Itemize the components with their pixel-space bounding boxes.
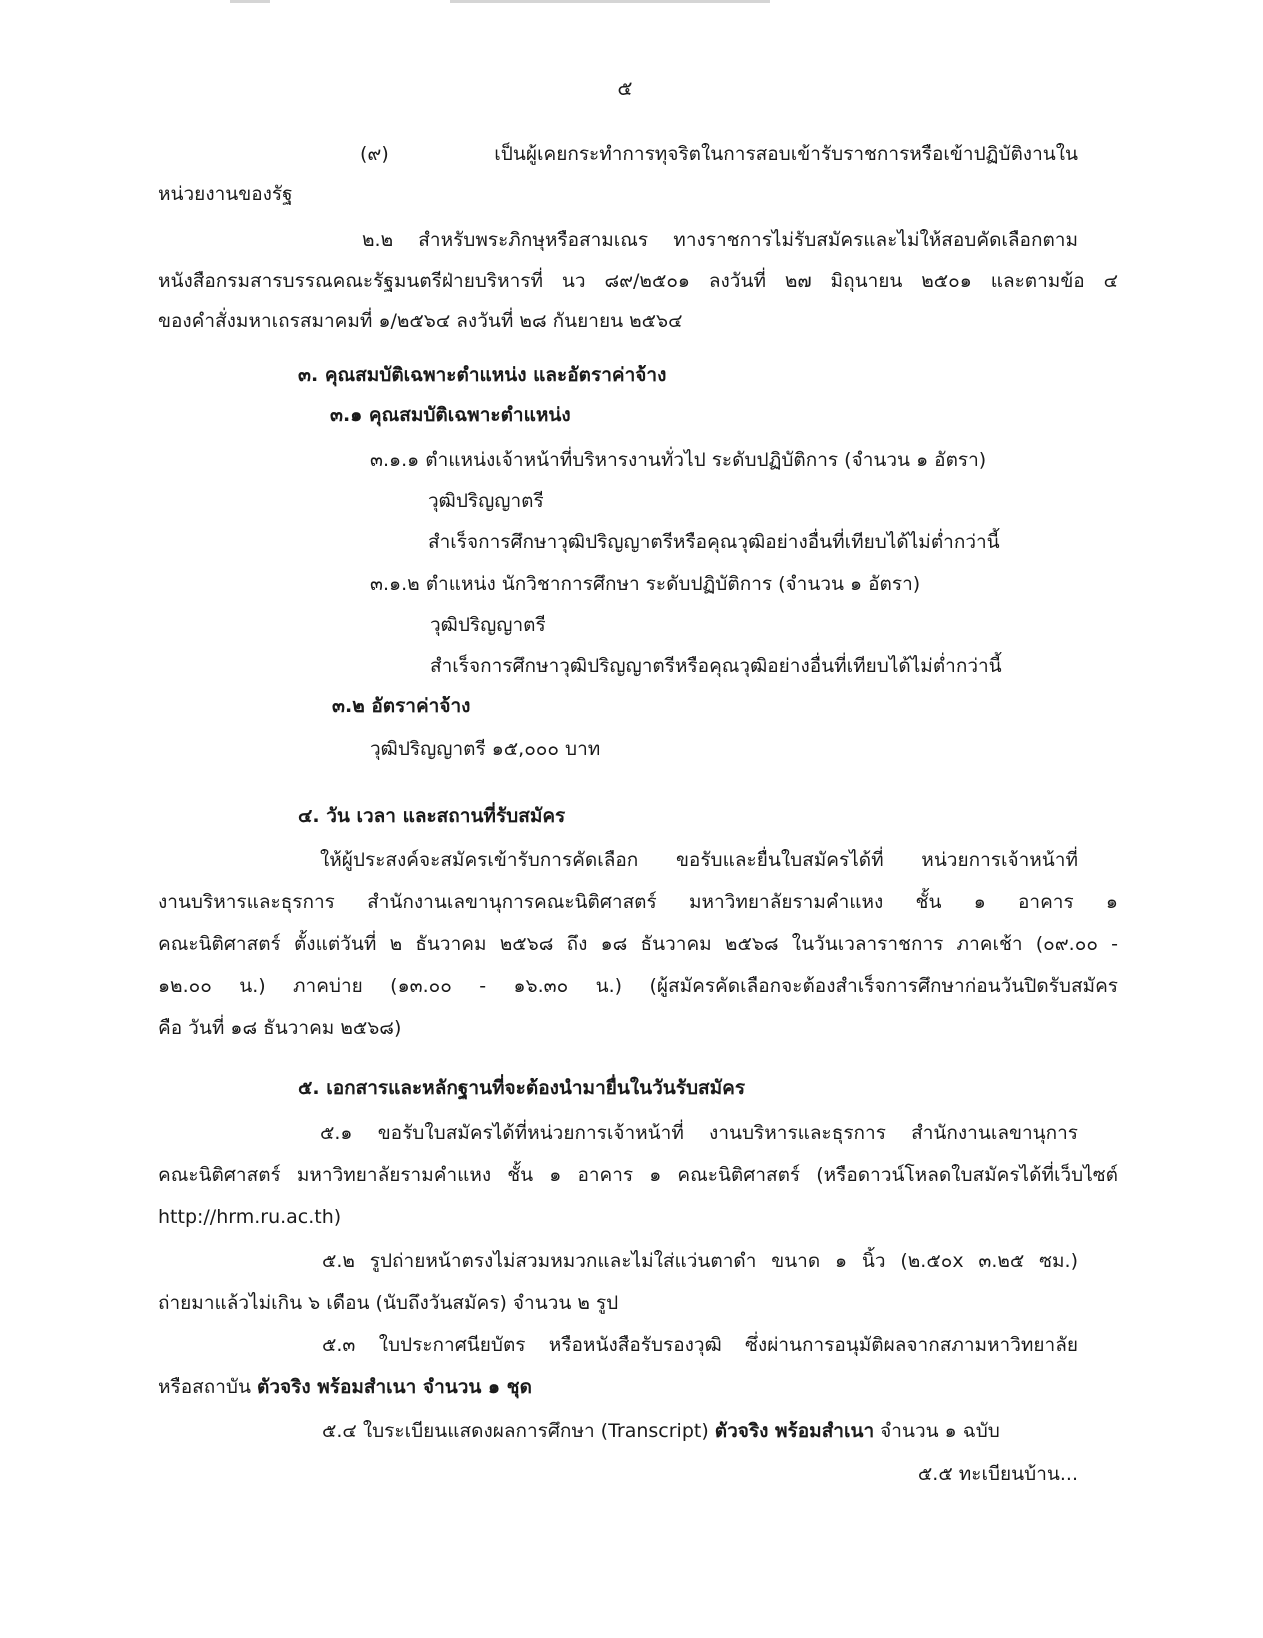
position-1-requirement: สำเร็จการศึกษาวุฒิปริญญาตรีหรือคุณวุฒิอย่างอื่นที่เทียบได้ไม่ต่ำกว่านี้ xyxy=(428,531,1000,553)
item-5-4-text: ๕.๔ ใบระเบียนแสดงผลการศึกษา (Transcript) xyxy=(322,1420,715,1442)
item-5-4-count: จำนวน ๑ ฉบับ xyxy=(874,1420,1000,1442)
position-2-degree: วุฒิปริญญาตรี xyxy=(430,614,546,636)
section-4-line-1: ให้ผู้ประสงค์จะสมัครเข้ารับการคัดเลือก ขอรับและยื่นใบสมัครได้ที่ หน่วยการเจ้าหน้าที่ xyxy=(320,849,1078,871)
item-5-3-line-1: ๕.๓ ใบประกาศนียบัตร หรือหนังสือรับรองวุฒิ ซึ่งผ่านการอนุมัติผลจากสภามหาวิทยาลัย xyxy=(322,1334,1078,1356)
wage-rate: วุฒิปริญญาตรี ๑๕,๐๐๐ บาท xyxy=(370,738,601,760)
section-4-line-5: คือ วันที่ ๑๘ ธันวาคม ๒๕๖๘) xyxy=(158,1017,402,1039)
section-3-heading: ๓. คุณสมบัติเฉพาะตำแหน่ง และอัตราค่าจ้าง xyxy=(298,364,667,386)
para-9-line-1: (๙) เป็นผู้เคยกระทำการทุจริตในการสอบเข้ารับราชการหรือเข้าปฏิบัติงานใน xyxy=(360,143,1078,165)
item-5-4-line xyxy=(322,1417,1000,1445)
position-1-degree: วุฒิปริญญาตรี xyxy=(428,490,544,512)
scan-artifact xyxy=(450,0,770,3)
section-4-line-3: คณะนิติศาสตร์ ตั้งแต่วันที่ ๒ ธันวาคม ๒๕๖๘ ถึง ๑๘ ธันวาคม ๒๕๖๘ ในวันเวลาราชการ ภาคเช้า (๐๙.๐๐ - xyxy=(158,933,1118,955)
section-4-line-4: ๑๒.๐๐ น.) ภาคบ่าย (๑๓.๐๐ - ๑๖.๓๐ น.) (ผู้สมัครคัดเลือกจะต้องสำเร็จการศึกษาก่อนวันปิดรับสมัคร xyxy=(158,975,1118,997)
section-3-2-heading: ๓.๒ อัตราค่าจ้าง xyxy=(332,695,471,717)
item-5-3-emphasis: ตัวจริง พร้อมสำเนา จำนวน ๑ ชุด xyxy=(257,1376,532,1398)
section-4-heading: ๔. วัน เวลา และสถานที่รับสมัคร xyxy=(298,805,566,827)
section-3-1-heading: ๓.๑ คุณสมบัติเฉพาะตำแหน่ง xyxy=(330,404,571,426)
continuation-next-item: ๕.๕ ทะเบียนบ้าน... xyxy=(917,1463,1078,1485)
para-2-2-line-1: ๒.๒ สำหรับพระภิกษุหรือสามเณร ทางราชการไม่รับสมัครและไม่ให้สอบคัดเลือกตาม xyxy=(362,229,1078,251)
para-9-line-2: หน่วยงานของรัฐ xyxy=(158,183,293,205)
item-5-1-line-1: ๕.๑ ขอรับใบสมัครได้ที่หน่วยการเจ้าหน้าที่ งานบริหารและธุรการ สำนักงานเลขานุการ xyxy=(320,1122,1078,1144)
item-5-3-text: หรือสถาบัน xyxy=(158,1376,257,1398)
item-5-4-emphasis: ตัวจริง พร้อมสำเนา xyxy=(714,1420,875,1442)
position-2-requirement: สำเร็จการศึกษาวุฒิปริญญาตรีหรือคุณวุฒิอย่างอื่นที่เทียบได้ไม่ต่ำกว่านี้ xyxy=(430,655,1002,677)
item-5-1-line-2: คณะนิติศาสตร์ มหาวิทยาลัยรามคำแหง ชั้น ๑ อาคาร ๑ คณะนิติศาสตร์ (หรือดาวน์โหลดใบสมัครได้ที่เว็บไซต์ xyxy=(158,1164,1118,1186)
para-2-2-line-3: ของคำสั่งมหาเถรสมาคมที่ ๑/๒๕๖๔ ลงวันที่ ๒๘ กันยายน ๒๕๖๔ xyxy=(158,310,683,332)
page-number: ๕ xyxy=(617,76,633,100)
position-2-title: ๓.๑.๒ ตำแหน่ง นักวิชาการศึกษา ระดับปฏิบัติการ (จำนวน ๑ อัตรา) xyxy=(370,573,921,595)
section-4-line-2: งานบริหารและธุรการ สำนักงานเลขานุการคณะนิติศาสตร์ มหาวิทยาลัยรามคำแหง ชั้น ๑ อาคาร ๑ xyxy=(158,891,1118,913)
item-5-3-line-2 xyxy=(158,1373,532,1401)
para-2-2-line-2: หนังสือกรมสารบรรณคณะรัฐมนตรีฝ่ายบริหารที่ นว ๘๙/๒๕๐๑ ลงวันที่ ๒๗ มิถุนายน ๒๕๐๑ และตามข้อ ๔ xyxy=(158,270,1118,292)
section-5-heading: ๕. เอกสารและหลักฐานที่จะต้องนำมายื่นในวันรับสมัคร xyxy=(298,1077,746,1099)
position-1-title: ๓.๑.๑ ตำแหน่งเจ้าหน้าที่บริหารงานทั่วไป ระดับปฏิบัติการ (จำนวน ๑ อัตรา) xyxy=(370,449,987,471)
item-5-2-line-1: ๕.๒ รูปถ่ายหน้าตรงไม่สวมหมวกและไม่ใส่แว่นตาดำ ขนาด ๑ นิ้ว (๒.๕๐x ๓.๒๕ ซม.) xyxy=(322,1250,1078,1272)
item-5-2-line-2: ถ่ายมาแล้วไม่เกิน ๖ เดือน (นับถึงวันสมัคร) จำนวน ๒ รูป xyxy=(158,1292,619,1314)
item-5-1-url: http://hrm.ru.ac.th) xyxy=(158,1206,342,1228)
scan-artifact xyxy=(230,0,270,3)
